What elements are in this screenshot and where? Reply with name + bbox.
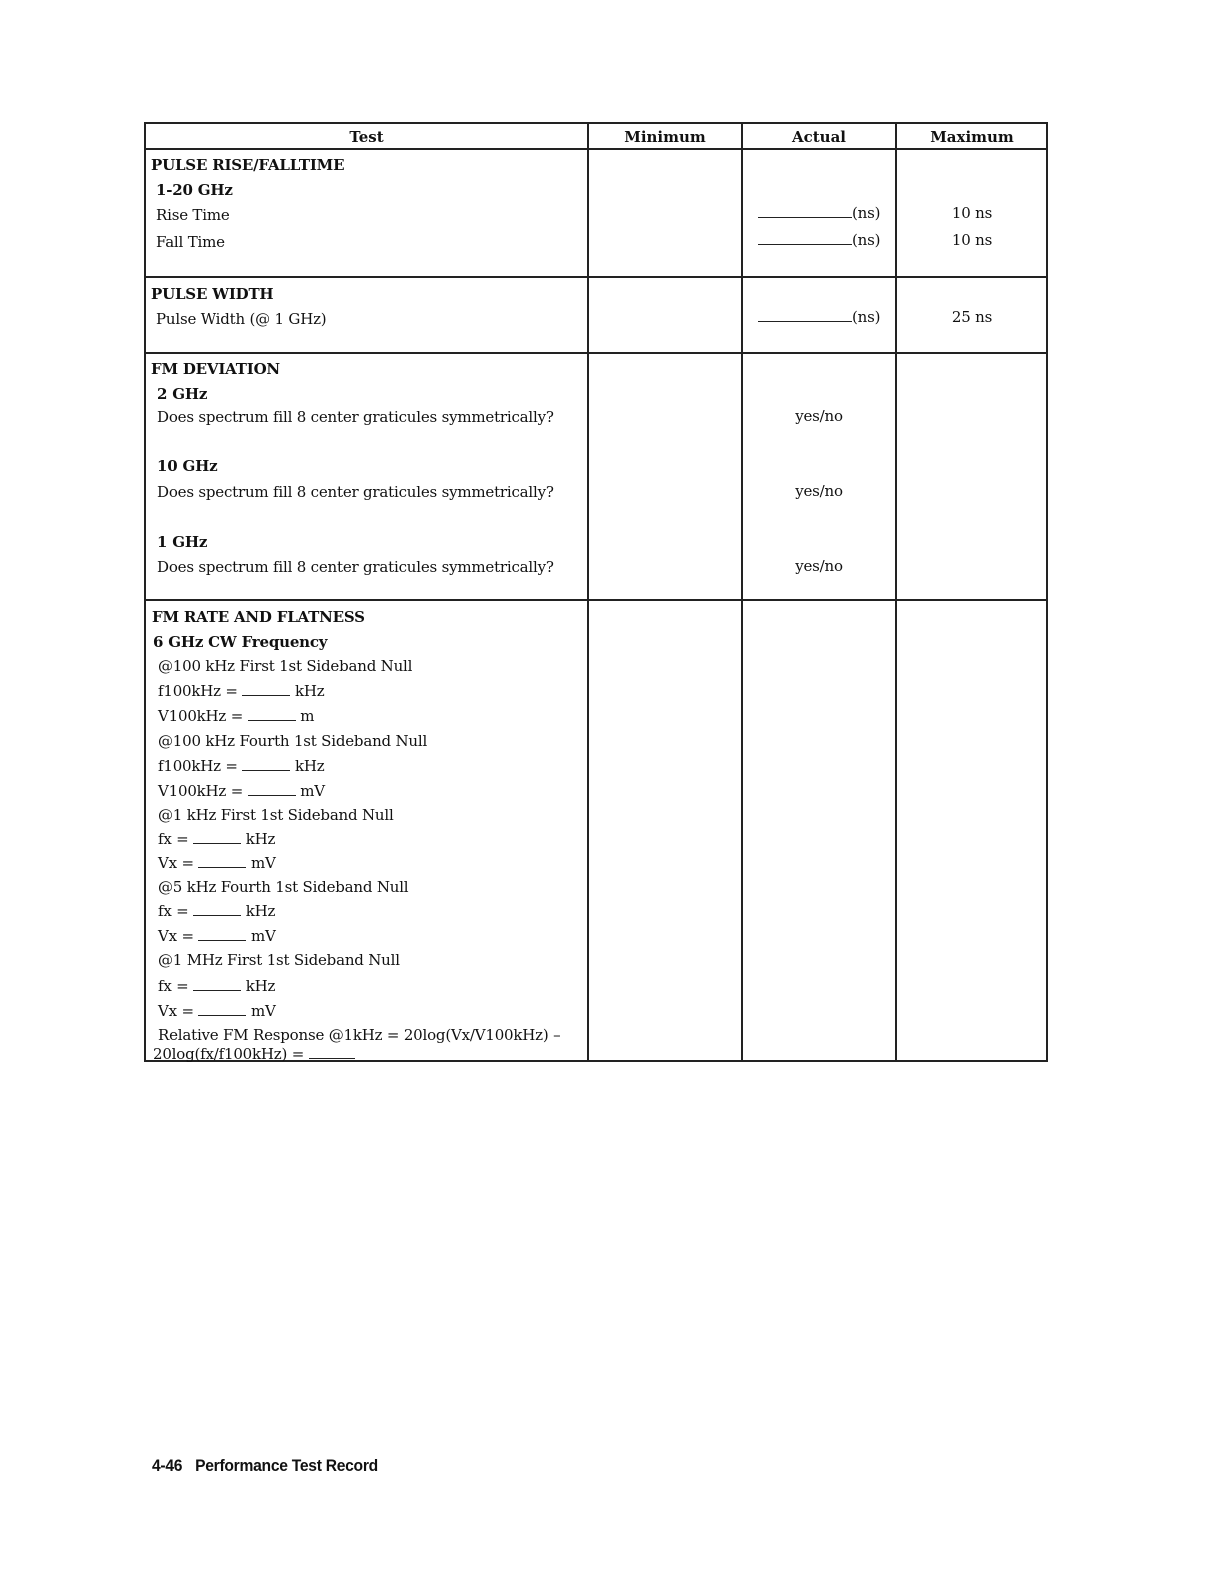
header-maximum: Maximum [930,128,1014,146]
frequency-label-10ghz: 10 GHz [157,457,218,475]
section-divider [146,276,1046,278]
measurement-field[interactable] [158,1002,276,1020]
field-label: V100kHz = [158,707,244,725]
entry-line [248,708,296,721]
header-test: Test [349,128,384,146]
field-label: 20log(fx/f100kHz) = [153,1045,305,1063]
field-label: V100kHz = [158,782,244,800]
step-label: @100 kHz Fourth 1st Sideband Null [158,732,428,750]
field-unit: kHz [245,977,276,995]
section-divider [146,352,1046,354]
measurement-field[interactable] [158,977,275,995]
pulse-width-label: Pulse Width (@ 1 GHz) [156,310,327,328]
rise-time-maximum: 10 ns [951,204,993,222]
formula-label: Relative FM Response @1kHz = 20log(Vx/V100kHz) – [158,1026,561,1044]
measurement-field[interactable] [158,927,276,945]
measurement-field[interactable] [158,830,275,848]
footer-title: Performance Test Record [195,1456,378,1475]
rise-time-label: Rise Time [156,206,230,224]
field-label: Vx = [158,854,194,872]
fall-time-label: Fall Time [156,233,225,251]
pulse-width-maximum: 25 ns [951,308,993,326]
answer-2ghz[interactable]: yes/no [795,407,843,425]
measurement-field[interactable] [158,682,324,700]
fall-time-maximum: 10 ns [951,231,993,249]
entry-line [248,783,296,796]
page-number: 4-46 [152,1456,183,1475]
entry-line [193,831,241,844]
header-divider [146,148,1046,150]
field-label: f100kHz = [158,682,238,700]
field-label: fx = [158,977,189,995]
field-label: fx = [158,830,189,848]
measurement-field[interactable] [158,902,275,920]
entry-line [198,1003,246,1016]
frequency-band-label: 1-20 GHz [156,181,233,199]
field-label: Vx = [158,927,194,945]
measurement-field[interactable] [158,854,276,872]
frequency-label-2ghz: 2 GHz [157,385,208,403]
measurement-field[interactable] [158,757,324,775]
field-unit: kHz [294,757,325,775]
entry-line [198,928,246,941]
question-10ghz: Does spectrum fill 8 center graticules symmetrically? [157,483,554,501]
entry-line [193,903,241,916]
step-label: @1 kHz First 1st Sideband Null [158,806,394,824]
pulse-width-actual-field[interactable] [758,308,880,326]
page-footer [152,1456,378,1476]
step-label: @1 MHz First 1st Sideband Null [158,951,400,969]
test-record-table [144,122,1048,1062]
field-unit: mV [300,782,325,800]
entry-line [198,855,246,868]
section-title-pulse-width: PULSE WIDTH [151,285,274,303]
frequency-label-1ghz: 1 GHz [157,533,208,551]
field-unit: mV [251,927,276,945]
entry-line [758,309,852,322]
entry-line [193,978,241,991]
fall-time-actual-field[interactable] [758,231,880,249]
measurement-field[interactable] [158,707,314,725]
rise-time-unit: (ns) [852,204,881,222]
field-unit: mV [251,1002,276,1020]
field-unit: m [300,707,315,725]
field-label: fx = [158,902,189,920]
question-2ghz: Does spectrum fill 8 center graticules symmetrically? [157,408,554,426]
field-label: f100kHz = [158,757,238,775]
section-title-fm-rate-flatness: FM RATE AND FLATNESS [152,608,365,626]
entry-line [242,683,290,696]
fall-time-unit: (ns) [852,231,881,249]
step-label: @100 kHz First 1st Sideband Null [158,657,413,675]
entry-line [758,232,852,245]
field-label: Vx = [158,1002,194,1020]
entry-line [758,205,852,218]
measurement-field[interactable] [158,782,325,800]
column-divider [587,124,589,1060]
step-label: @5 kHz Fourth 1st Sideband Null [158,878,409,896]
field-unit: kHz [294,682,325,700]
header-actual: Actual [791,128,847,146]
field-unit: kHz [245,902,276,920]
formula-field[interactable] [153,1045,355,1063]
section-divider [146,599,1046,601]
section-title-pulse-rise-falltime: PULSE RISE/FALLTIME [151,156,345,174]
column-divider [895,124,897,1060]
cw-frequency-label: 6 GHz CW Frequency [153,633,328,651]
header-minimum: Minimum [624,128,706,146]
entry-line [242,758,290,771]
column-divider [741,124,743,1060]
section-title-fm-deviation: FM DEVIATION [151,360,280,378]
rise-time-actual-field[interactable] [758,204,880,222]
answer-10ghz[interactable]: yes/no [795,482,843,500]
answer-1ghz[interactable]: yes/no [795,557,843,575]
question-1ghz: Does spectrum fill 8 center graticules symmetrically? [157,558,554,576]
field-unit: kHz [245,830,276,848]
field-unit: mV [251,854,276,872]
entry-line [309,1046,355,1059]
pulse-width-unit: (ns) [852,308,881,326]
